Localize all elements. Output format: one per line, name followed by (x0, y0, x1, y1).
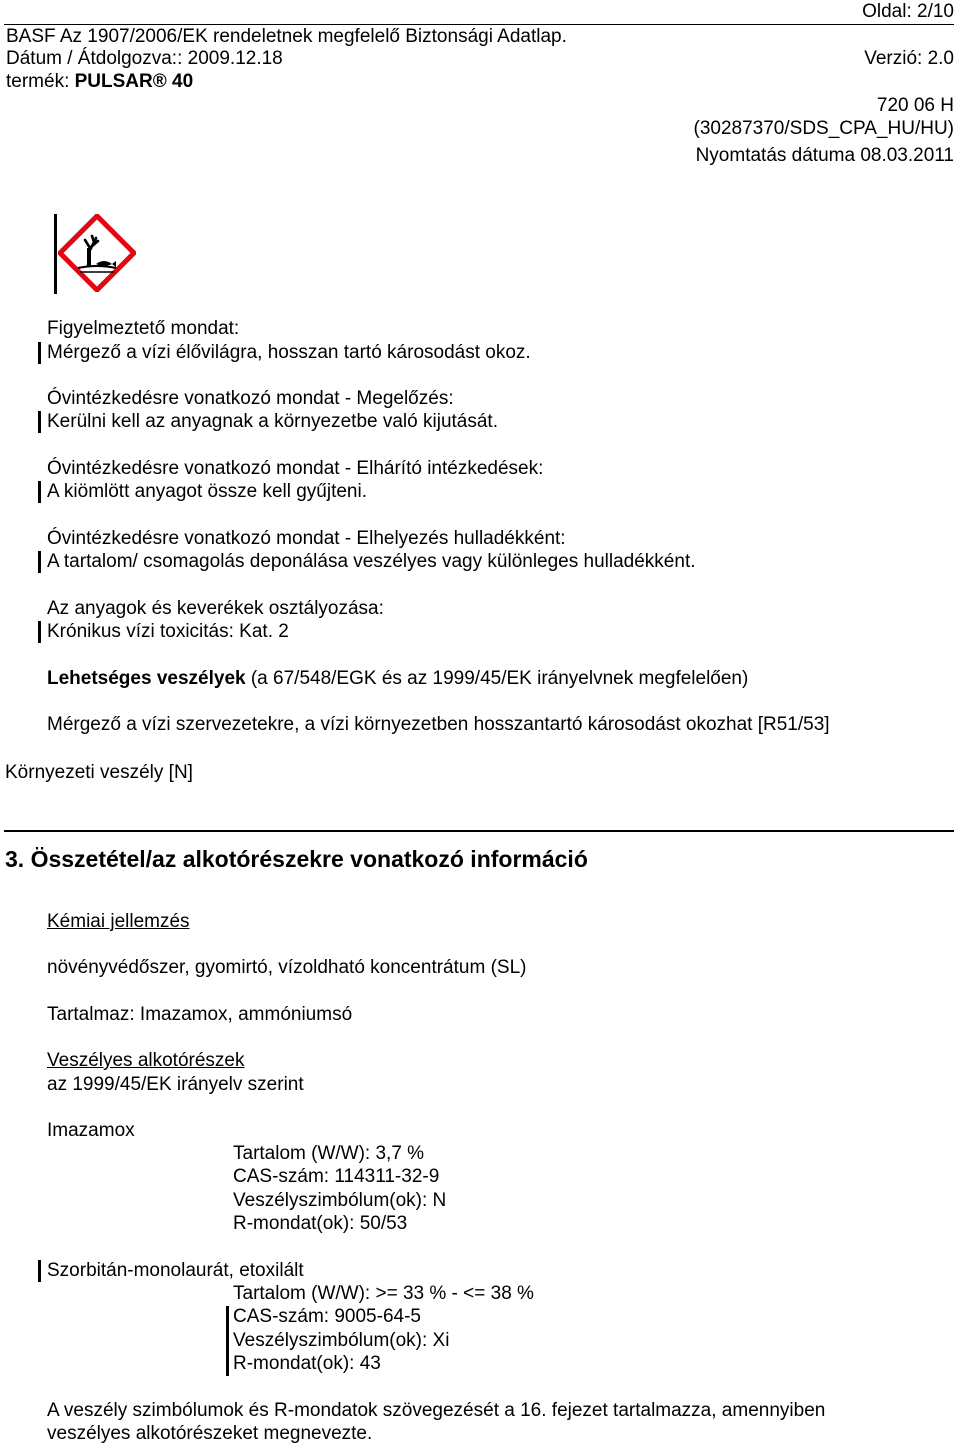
disposal-text: A tartalom/ csomagolás deponálása veszélyes vagy különleges hulladékként. (47, 551, 696, 572)
page-number: Oldal: 2/10 (862, 1, 954, 22)
change-bar (38, 1260, 41, 1282)
classification-heading: Az anyagok és keverékek osztályozása: (47, 598, 384, 619)
environmental-hazard: Környezeti veszély [N] (5, 762, 193, 783)
possible-hazards-bold: Lehetséges veszélyek (47, 668, 246, 689)
component-name: Imazamox (47, 1120, 135, 1141)
prevention-heading: Óvintézkedésre vonatkozó mondat - Megelőzés: (47, 388, 454, 409)
change-bar (54, 214, 57, 294)
product-line (6, 71, 193, 93)
change-bar (226, 1306, 229, 1376)
risk-phrase-text: Mérgező a vízi szervezetekre, a vízi környezetben hosszantartó károsodást okozhat [R51/53] (47, 714, 830, 735)
component-cas: CAS-szám: 9005-64-5 (233, 1306, 421, 1327)
version: Verzió: 2.0 (864, 48, 954, 69)
warning-statement-heading: Figyelmeztető mondat: (47, 318, 240, 339)
disposal-heading: Óvintézkedésre vonatkozó mondat - Elhelyezés hulladékként: (47, 528, 566, 549)
sds-code: (30287370/SDS_CPA_HU/HU) (693, 118, 954, 139)
hazardous-components-label: Veszélyes alkotórészek (47, 1050, 245, 1071)
change-bar (38, 342, 41, 364)
regulation-title: BASF Az 1907/2006/EK rendeletnek megfelelő Biztonsági Adatlap. (6, 26, 567, 47)
component-r-phrases: R-mondat(ok): 50/53 (233, 1213, 408, 1234)
section-3-title: 3. Összetétel/az alkotórészekre vonatkozó információ (5, 846, 588, 872)
component-cas: CAS-szám: 114311-32-9 (233, 1166, 440, 1187)
contains-text: Tartalmaz: Imazamox, ammóniumsó (47, 1004, 353, 1025)
product-code: 720 06 H (876, 95, 954, 116)
footnote-line-1: A veszély szimbólumok és R-mondatok szövegezését a 16. fejezet tartalmazza, amennyiben (47, 1400, 826, 1421)
response-text: A kiömlött anyagot össze kell gyűjteni. (47, 481, 368, 502)
warning-statement-text: Mérgező a vízi élővilágra, hosszan tartó károsodást okoz. (47, 342, 531, 363)
component-symbol: Veszélyszimbólum(ok): N (233, 1190, 447, 1211)
footnote-line-2: veszélyes alkotórészeket megnevezte. (47, 1423, 373, 1444)
product-name: PULSAR® 40 (74, 71, 194, 92)
print-date: Nyomtatás dátuma 08.03.2011 (695, 145, 954, 166)
revision-date: Dátum / Átdolgozva:: 2009.12.18 (6, 48, 283, 69)
product-label: termék: (6, 71, 75, 92)
possible-hazards-title (47, 668, 748, 690)
component-name: Szorbitán-monolaurát, etoxilált (47, 1260, 304, 1281)
prevention-text: Kerülni kell az anyagnak a környezetbe való kijutását. (47, 411, 498, 432)
change-bar (38, 481, 41, 503)
section-rule (4, 830, 954, 832)
change-bar (38, 551, 41, 573)
environment-hazard-icon (58, 214, 136, 298)
component-r-phrases: R-mondat(ok): 43 (233, 1353, 381, 1374)
component-symbol: Veszélyszimbólum(ok): Xi (233, 1330, 450, 1351)
possible-hazards-rest: (a 67/548/EGK és az 1999/45/EK irányelvnek megfelelően) (245, 668, 749, 689)
component-content: Tartalom (W/W): >= 33 % - <= 38 % (233, 1283, 534, 1304)
change-bar (38, 621, 41, 643)
hazardous-components-sub: az 1999/45/EK irányelv szerint (47, 1074, 304, 1095)
chemical-characterization-label: Kémiai jellemzés (47, 911, 190, 932)
header-rule (4, 24, 954, 25)
classification-text: Krónikus vízi toxicitás: Kat. 2 (47, 621, 289, 642)
component-content: Tartalom (W/W): 3,7 % (233, 1143, 425, 1164)
chemical-characterization-text: növényvédőszer, gyomirtó, vízoldható koncentrátum (SL) (47, 957, 527, 978)
response-heading: Óvintézkedésre vonatkozó mondat - Elhárító intézkedések: (47, 458, 544, 479)
change-bar (38, 411, 41, 433)
